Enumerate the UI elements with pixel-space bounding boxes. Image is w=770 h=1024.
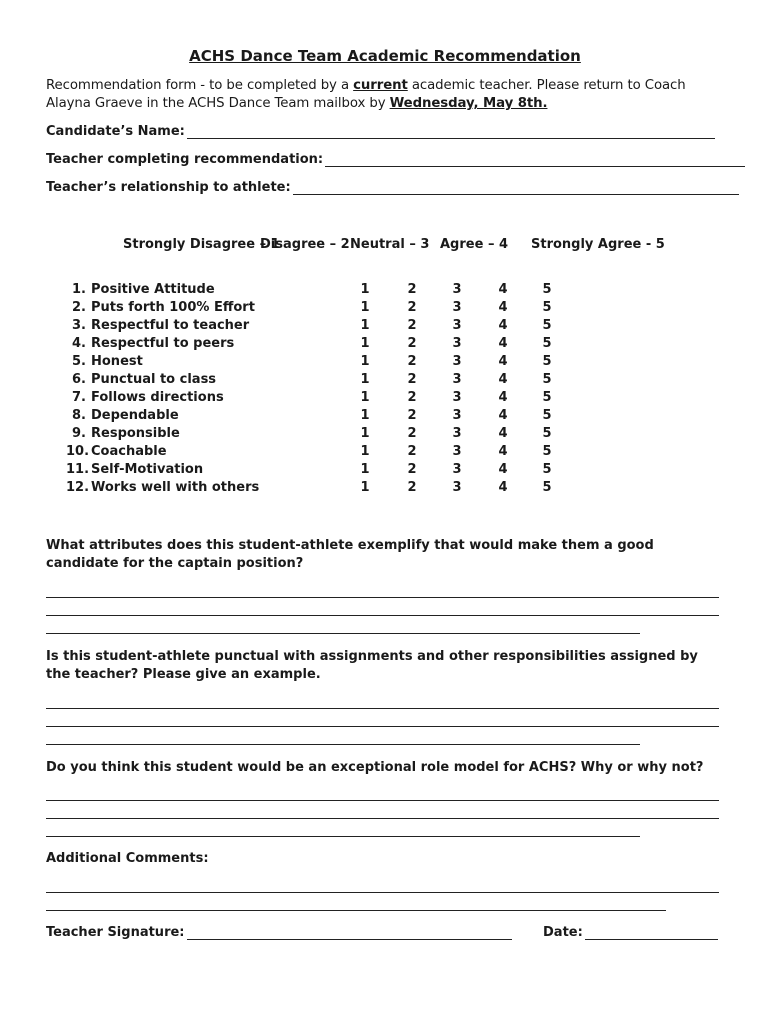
item-number: 7. <box>72 390 86 405</box>
answer-line[interactable] <box>46 633 640 634</box>
rating-option-2[interactable]: 2 <box>407 480 417 495</box>
rating-option-4[interactable]: 4 <box>498 480 508 495</box>
answer-line[interactable] <box>46 708 719 709</box>
item-number: 3. <box>72 318 86 333</box>
rating-option-4[interactable]: 4 <box>498 372 508 387</box>
rating-option-2[interactable]: 2 <box>407 462 417 477</box>
rating-option-3[interactable]: 3 <box>452 426 462 441</box>
rating-option-1[interactable]: 1 <box>360 462 370 477</box>
scale-strongly-agree: Strongly Agree - 5 <box>531 237 665 252</box>
rating-item-row <box>0 300 770 318</box>
additional-comments-label: Additional Comments: <box>46 851 209 866</box>
answer-line[interactable] <box>46 800 719 801</box>
rating-option-4[interactable]: 4 <box>498 462 508 477</box>
question-role-model: Do you think this student would be an exceptional role model for ACHS? Why or why not? <box>46 760 704 775</box>
candidate-name-input[interactable] <box>187 126 715 139</box>
rating-option-3[interactable]: 3 <box>452 336 462 351</box>
rating-option-4[interactable]: 4 <box>498 300 508 315</box>
teacher-signature-input[interactable] <box>187 927 512 940</box>
rating-option-3[interactable]: 3 <box>452 480 462 495</box>
question-punctuality: Is this student-athlete punctual with assignments and other responsibilities assigned by the teacher? Please give an example. <box>46 649 698 682</box>
item-label: Follows directions <box>91 390 224 405</box>
item-number: 2. <box>72 300 86 315</box>
intro-paragraph <box>46 77 726 113</box>
item-label: Self-Motivation <box>91 462 204 477</box>
rating-option-1[interactable]: 1 <box>360 480 370 495</box>
answer-line[interactable] <box>46 744 640 745</box>
answer-line[interactable] <box>46 892 719 893</box>
item-label: Works well with others <box>91 480 260 495</box>
teacher-relationship-input[interactable] <box>293 182 739 195</box>
rating-option-5[interactable]: 5 <box>542 318 552 333</box>
intro-deadline: Wednesday, May 8th. <box>389 96 548 111</box>
item-number: 11. <box>66 462 90 477</box>
rating-option-4[interactable]: 4 <box>498 336 508 351</box>
answer-line[interactable] <box>46 818 719 819</box>
item-label: Respectful to peers <box>91 336 235 351</box>
rating-option-2[interactable]: 2 <box>407 282 417 297</box>
rating-option-5[interactable]: 5 <box>542 390 552 405</box>
rating-item-row <box>0 390 770 408</box>
rating-option-5[interactable]: 5 <box>542 444 552 459</box>
rating-item-row <box>0 318 770 336</box>
item-number: 10. <box>66 444 90 459</box>
scale-strongly-disagree: Strongly Disagree – 1 <box>123 237 280 252</box>
rating-option-2[interactable]: 2 <box>407 372 417 387</box>
item-number: 9. <box>72 426 86 441</box>
rating-item-row <box>0 462 770 480</box>
rating-option-5[interactable]: 5 <box>542 408 552 423</box>
rating-option-3[interactable]: 3 <box>452 462 462 477</box>
rating-option-2[interactable]: 2 <box>407 390 417 405</box>
rating-option-3[interactable]: 3 <box>452 318 462 333</box>
rating-option-2[interactable]: 2 <box>407 336 417 351</box>
scale-neutral: Neutral – 3 <box>350 237 430 252</box>
rating-option-5[interactable]: 5 <box>542 480 552 495</box>
teacher-signature-field <box>46 925 512 940</box>
rating-option-1[interactable]: 1 <box>360 336 370 351</box>
rating-option-4[interactable]: 4 <box>498 408 508 423</box>
form-title: ACHS Dance Team Academic Recommendation <box>189 47 581 65</box>
rating-option-4[interactable]: 4 <box>498 426 508 441</box>
rating-option-2[interactable]: 2 <box>407 318 417 333</box>
item-label: Honest <box>91 354 143 369</box>
rating-option-1[interactable]: 1 <box>360 408 370 423</box>
rating-option-4[interactable]: 4 <box>498 318 508 333</box>
rating-option-5[interactable]: 5 <box>542 426 552 441</box>
rating-option-3[interactable]: 3 <box>452 408 462 423</box>
rating-item-row <box>0 426 770 444</box>
rating-item-row <box>0 480 770 498</box>
teacher-completing-input[interactable] <box>325 154 745 167</box>
teacher-signature-label: Teacher Signature: <box>46 925 185 940</box>
question-captain-attributes: What attributes does this student-athlete exemplify that would make them a good candidate for the captain position? <box>46 538 654 571</box>
teacher-relationship-field <box>46 180 739 195</box>
answer-line[interactable] <box>46 836 640 837</box>
date-label: Date: <box>543 925 583 940</box>
date-field <box>543 925 718 940</box>
rating-option-4[interactable]: 4 <box>498 390 508 405</box>
teacher-relationship-label: Teacher’s relationship to athlete: <box>46 180 291 195</box>
rating-option-4[interactable]: 4 <box>498 282 508 297</box>
rating-item-row <box>0 282 770 300</box>
rating-option-5[interactable]: 5 <box>542 282 552 297</box>
rating-option-3[interactable]: 3 <box>452 372 462 387</box>
item-label: Respectful to teacher <box>91 318 250 333</box>
rating-option-1[interactable]: 1 <box>360 372 370 387</box>
item-number: 5. <box>72 354 86 369</box>
intro-text-part1: Recommendation form - to be completed by a <box>46 78 354 93</box>
rating-option-2[interactable]: 2 <box>407 300 417 315</box>
intro-text-part2: academic teacher. Please return to Coach Alayna Graeve in the ACHS Dance Team mailbox by <box>46 78 686 111</box>
rating-option-1[interactable]: 1 <box>360 390 370 405</box>
rating-option-5[interactable]: 5 <box>542 336 552 351</box>
teacher-completing-label: Teacher completing recommendation: <box>46 152 324 167</box>
rating-item-row <box>0 444 770 462</box>
item-label: Responsible <box>91 426 180 441</box>
rating-option-1[interactable]: 1 <box>360 282 370 297</box>
rating-option-5[interactable]: 5 <box>542 300 552 315</box>
answer-line[interactable] <box>46 597 719 598</box>
item-number: 8. <box>72 408 86 423</box>
rating-option-1[interactable]: 1 <box>360 300 370 315</box>
item-label: Puts forth 100% Effort <box>91 300 255 315</box>
teacher-completing-field <box>46 152 745 167</box>
rating-option-2[interactable]: 2 <box>407 408 417 423</box>
rating-item-row <box>0 372 770 390</box>
rating-item-row <box>0 336 770 354</box>
item-label: Coachable <box>91 444 167 459</box>
rating-option-1[interactable]: 1 <box>360 318 370 333</box>
item-number: 12. <box>66 480 90 495</box>
answer-line[interactable] <box>46 910 666 911</box>
rating-item-row <box>0 408 770 426</box>
rating-option-2[interactable]: 2 <box>407 426 417 441</box>
rating-option-5[interactable]: 5 <box>542 354 552 369</box>
rating-option-4[interactable]: 4 <box>498 354 508 369</box>
rating-option-3[interactable]: 3 <box>452 354 462 369</box>
rating-option-3[interactable]: 3 <box>452 390 462 405</box>
rating-option-2[interactable]: 2 <box>407 444 417 459</box>
rating-option-1[interactable]: 1 <box>360 444 370 459</box>
rating-option-1[interactable]: 1 <box>360 354 370 369</box>
item-number: 4. <box>72 336 86 351</box>
item-number: 1. <box>72 282 86 297</box>
answer-line[interactable] <box>46 615 719 616</box>
rating-item-row <box>0 354 770 372</box>
item-label: Positive Attitude <box>91 282 215 297</box>
item-number: 6. <box>72 372 86 387</box>
scale-agree: Agree – 4 <box>440 237 509 252</box>
item-label: Dependable <box>91 408 179 423</box>
item-label: Punctual to class <box>91 372 217 387</box>
intro-current-emphasis: current <box>353 78 408 93</box>
answer-line[interactable] <box>46 726 719 727</box>
scale-disagree: Disagree – 2 <box>260 237 350 252</box>
rating-option-3[interactable]: 3 <box>452 444 462 459</box>
rating-option-5[interactable]: 5 <box>542 462 552 477</box>
rating-option-2[interactable]: 2 <box>407 354 417 369</box>
rating-option-1[interactable]: 1 <box>360 426 370 441</box>
rating-option-3[interactable]: 3 <box>452 282 462 297</box>
rating-option-5[interactable]: 5 <box>542 372 552 387</box>
candidate-name-label: Candidate’s Name: <box>46 124 185 139</box>
rating-option-3[interactable]: 3 <box>452 300 462 315</box>
candidate-name-field <box>46 124 715 139</box>
rating-option-4[interactable]: 4 <box>498 444 508 459</box>
date-input[interactable] <box>585 927 718 940</box>
